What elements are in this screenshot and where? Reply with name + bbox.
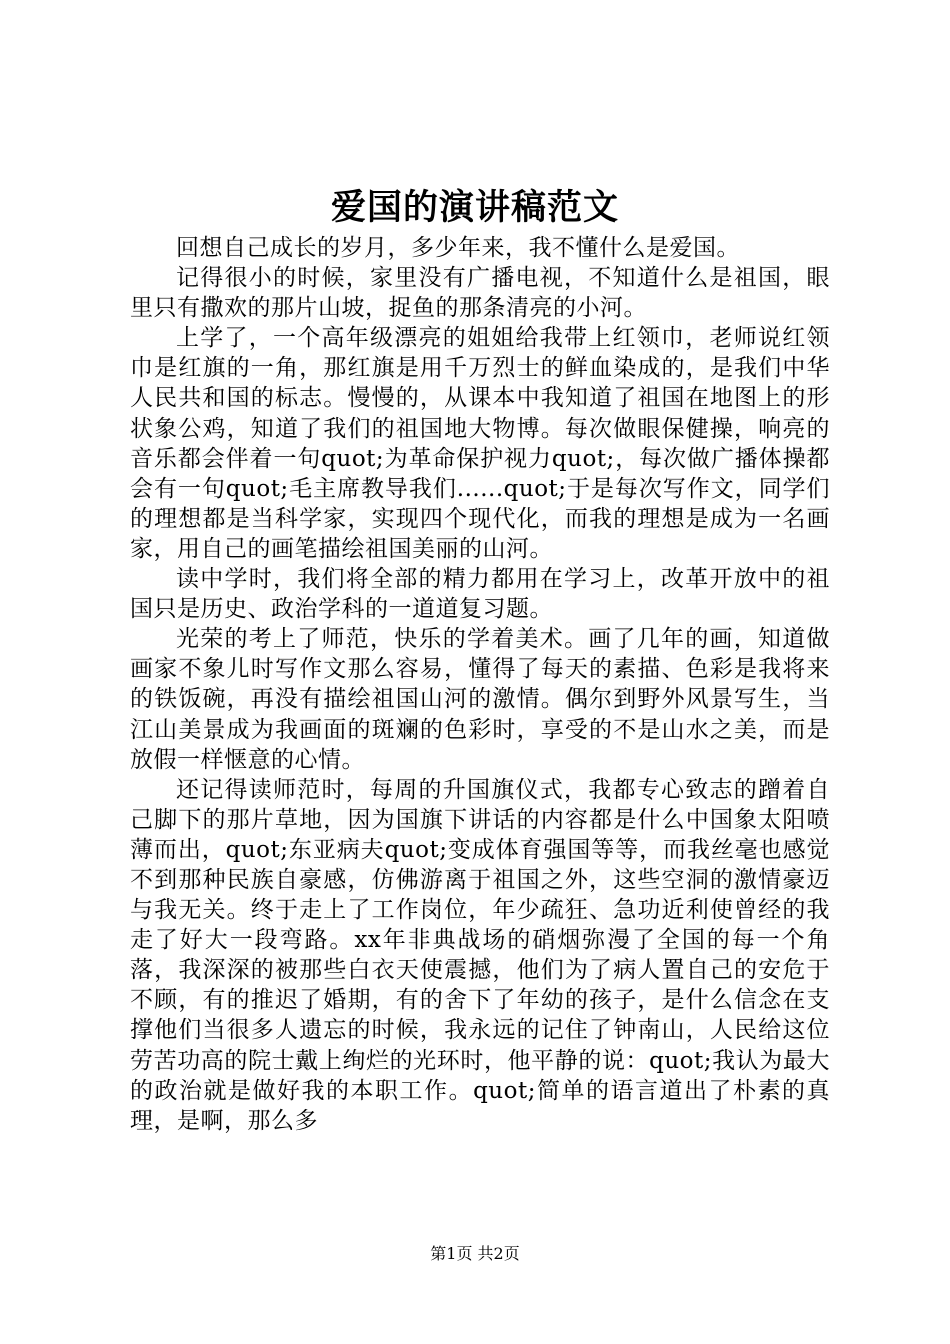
paragraph: 读中学时，我们将全部的精力都用在学习上，改革开放中的祖国只是历史、政治学科的一道道复习题。 — [130, 566, 830, 623]
paragraph: 还记得读师范时，每周的升国旗仪式，我都专心致志的蹭着自己脚下的那片草地，因为国旗下讲话的内容都是什么中国象太阳喷薄而出，quot;东亚病夫quot;变成体育强国等等，而我丝毫也感觉不到那种民族自豪感，仿佛游离于祖国之外，这些空洞的激情豪迈与我无关。终于走上了工作岗位，年少疏狂、急功近利使曾经的我走了好大一段弯路。xx年非典战场的硝烟弥漫了全国的每一个角落，我深深的被那些白衣天使震撼，他们为了病人置自己的安危于不顾，有的推迟了婚期，有的舍下了年幼的孩子，是什么信念在支撑他们当很多人遗忘的时候，我永远的记住了钟南山，人民给这位劳苦功高的院士戴上绚烂的光环时，他平静的说：quot;我认为最大的政治就是做好我的本职工作。quot;简单的语言道出了朴素的真理，是啊，那么多 — [130, 776, 830, 1134]
document-body — [130, 233, 830, 1136]
document-title: 爱国的演讲稿范文 — [330, 187, 619, 228]
page-number-footer: 第1页 共2页 — [430, 1244, 520, 1263]
paragraph: 记得很小的时候，家里没有广播电视，不知道什么是祖国，眼里只有撒欢的那片山坡，捉鱼的那条清亮的小河。 — [130, 265, 830, 322]
paragraph: 回想自己成长的岁月，多少年来，我不懂什么是爱国。 — [176, 235, 740, 261]
paragraph: 上学了，一个高年级漂亮的姐姐给我带上红领巾，老师说红领巾是红旗的一角，那红旗是用千万烈士的鲜血染成的，是我们中华人民共和国的标志。慢慢的，从课本中我知道了祖国在地图上的形状象公鸡，知道了我们的祖国地大物博。每次做眼保健操，响亮的音乐都会伴着一句quot;为革命保护视力quot;，每次做广播体操都会有一句quot;毛主席教导我们......quot;于是每次写作文，同学们的理想都是当科学家，实现四个现代化，而我的理想是成为一名画家，用自己的画笔描绘祖国美丽的山河。 — [130, 325, 830, 562]
paragraph: 光荣的考上了师范，快乐的学着美术。画了几年的画，知道做画家不象儿时写作文那么容易，懂得了每天的素描、色彩是我将来的铁饭碗，再没有描绘祖国山河的激情。偶尔到野外风景写生，当江山美景成为我画面的斑斓的色彩时，享受的不是山水之美，而是放假一样惬意的心情。 — [130, 626, 830, 773]
